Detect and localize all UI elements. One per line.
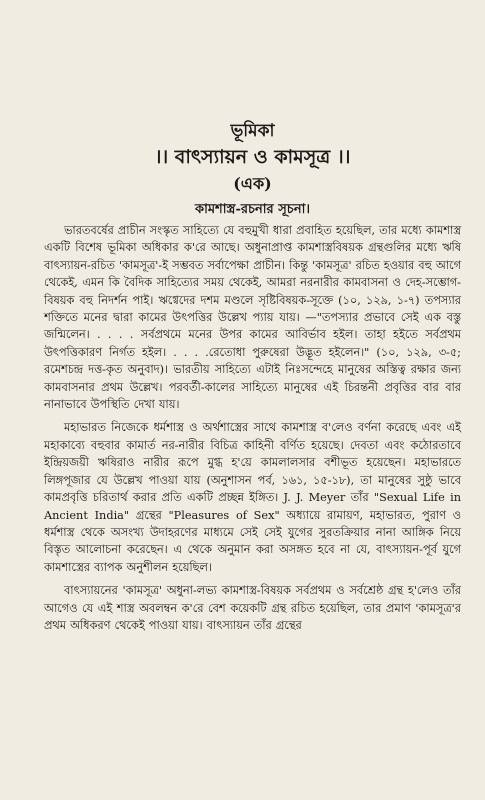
main-title: ।। বাৎস্যায়ন ও কামসূত্র ।।: [154, 146, 351, 168]
preface-heading: ভূমিকা: [230, 121, 275, 141]
section-heading: কামশাস্ত্র-রচনার সূচনা।: [194, 202, 311, 217]
paragraph-3: বাৎস্যায়নের 'কামসূত্র' অধুনা-লভ্য কামশাস্ত্র-বিষয়ক সর্বপ্রথম ও সর্বশ্রেষ্ঠ গ্রন্থ হ'লেও তাঁর আগেও যে এই শাস্ত্র অবলম্বন ক'রে বেশ কয়েকটি গ্রন্থ রচিত হয়েছিল, তার প্রমাণ 'কামসূত্র'র প্রথম অধিকরণ থেকেই পাওয়া যায়। বাৎস্যায়ন তাঁর গ্রন্থের: [44, 584, 461, 632]
paragraph-2: মহাভারত নিজেকে ধর্মশাস্ত্র ও অর্থশাস্ত্রের সাথে কামশাস্ত্র ব'লেও বর্ণনা করেছে এবং এই মহাকাব্যে বহুবার কামার্ত নর-নারীর বিচিত্র কাহিনী বর্ণিত হয়েছে। দেবতা এবং কঠোরতাবে ইন্দ্রিয়জয়ী ঋষিরাও নারীর রূপে মুগ্ধ হ'য়ে কামলালসার বশীভূত হয়েছেন। মহাভারতে লিঙ্গপূজার যে উল্লেখ পাওয়া যায় (অনুশাসন পর্ব, ১৬১, ১৫-১৮), তা মানুষের সুষ্ঠু ভাবে কামপ্রবৃত্তি চরিতার্থ করার প্রতি একটি প্রচ্ছন্ন ইঙ্গিত। J. J. Meyer তাঁর "Sexual Life in Ancient India" গ্রন্থের "Pleasures of Sex" অধ্যায়ে রামায়ণ, মহাভারত, পুরাণ ও ধর্মশাস্ত্র থেকে অসংখ্য উদাহরণের মাধ্যমে সেই সেই যুগের সুরতক্রিয়ার নানা আঙ্গিক নিয়ে বিস্তৃত আলোচনা করেছেন। এ থেকে অনুমান করা অসঙ্গত হবে না যে, বাৎস্যায়ন-পূর্ব যুগে কামশাস্ত্রের ব্যাপক অনুশীলন হয়েছিল।: [44, 421, 461, 574]
part-heading: (এক): [233, 174, 272, 193]
paragraph-1: ভারতবর্ষের প্রাচীন সংস্কৃত সাহিত্যে যে বহুমুখী ধারা প্রবাহিত হয়েছিল, তার মধ্যে কামশাস্ত্র একটি বিশেষ ভূমিকা অধিকার ক'রে আছে। অধুনাপ্রাপ্ত কামশাস্ত্রবিষয়ক গ্রন্থগুলির মধ্যে ঋষি বাৎস্যায়ন-রচিত 'কামসূত্র'-ই সম্ভবত সর্বাপেক্ষা প্রাচীন। কিন্তু 'কামসূত্র' রচিত হওয়ার বহু আগে থেকেই, এমন কি বৈদিক সাহিত্যের সময় থেকেই, আমরা নরনারীর কামবাসনা ও দেহ-সম্ভোগ-বিষয়ক বহু নিদর্শন পাই। ঋগ্বেদের দশম মণ্ডলে সৃষ্টিবিষয়ক-সূক্তে (১০, ১২৯, ১-৭) তপস্যার শক্তিতে মনের দ্বারা কামের উৎপত্তির উল্লেখ প্যায় যায়। —"তপস্যার প্রভাবে সেই এক বস্তু জন্মিলেন। . . . . সর্বপ্রথমে মনের উপর কামের আবির্ভাব হইল। তাহা হইতে সর্বপ্রথম উৎপত্তিকারণ নির্গত হইল। . . . .রেতোধা পুরুষেরা উদ্ভূত হইলেন।" (১০, ১২৯, ৩-৫; রমেশচন্দ্র দত্ত-কৃত অনুবাদ)। ভারতীয় সাহিত্যে এটাই নিঃসন্দেহে মানুষের অস্তিত্ব রক্ষার জন্য কামবাসনার প্রথম উল্লেখ। পরবর্তী-কালের সাহিত্যে মানুষের এই চিরন্তনী প্রবৃত্তির বার বার নানাভাবে উপস্থিতি দেখা যায়।: [44, 224, 461, 412]
